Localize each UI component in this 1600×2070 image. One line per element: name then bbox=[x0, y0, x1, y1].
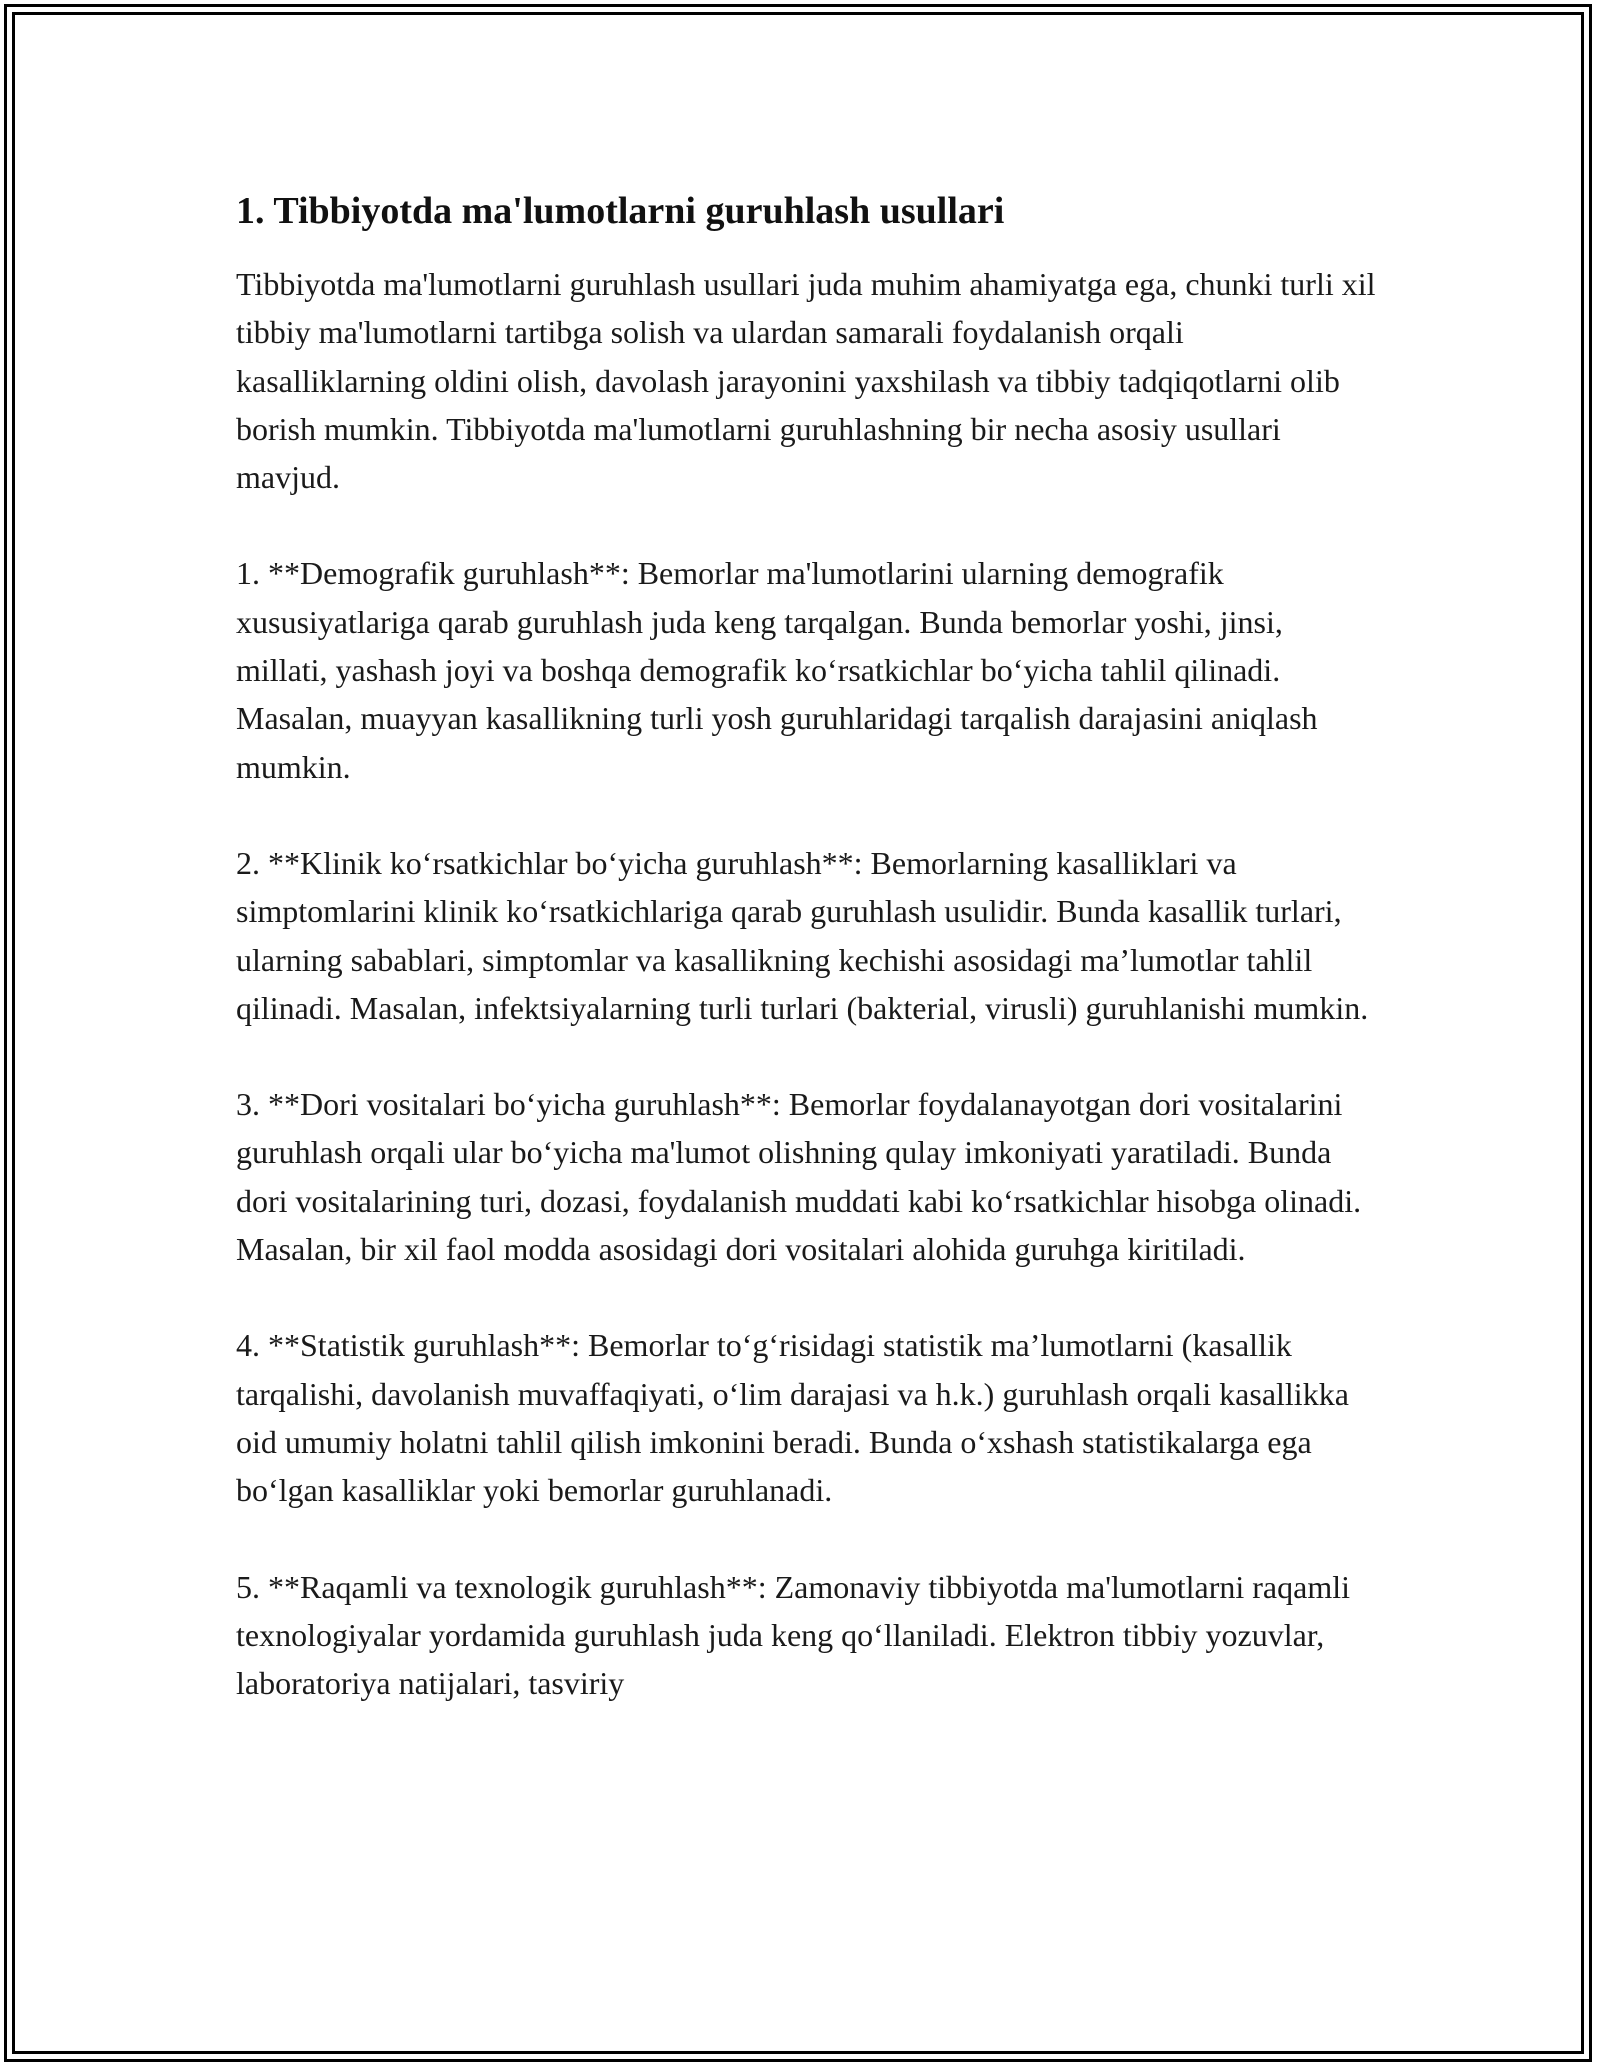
document-body bbox=[236, 188, 1376, 1707]
list-item-digital: 5. **Raqamli va texnologik guruhlash**: Zamonaviy tibbiyotda ma'lumotlarni raqamli texnologiyalar yordamida guruhlash juda keng qo‘llaniladi. Elektron tibbiy yozuvlar, laboratoriya natijalari, tasviriy bbox=[236, 1568, 1350, 1702]
list-item-demographic: 1. **Demografik guruhlash**: Bemorlar ma'lumotlarini ularning demografik xususiyatlariga qarab guruhlash juda keng tarqalgan. Bunda bemorlar yoshi, jinsi, millati, yashash joyi va boshqa demografik ko‘rsatkichlar bo‘yicha tahlil qilinadi. Masalan, muayyan kasallikning turli yosh guruhlaridagi tarqalish darajasini aniqlash mumkin. bbox=[236, 555, 1318, 785]
list-item-statistical: 4. **Statistik guruhlash**: Bemorlar to‘g‘risidagi statistik ma’lumotlarni (kasallik tarqalishi, davolanish muvaffaqiyati, o‘lim darajasi va h.k.) guruhlash orqali kasallikka oid umumiy holatni tahlil qilish imkonini beradi. Bunda o‘xshash statistikalarga ega bo‘lgan kasalliklar yoki bemorlar guruhlanadi. bbox=[236, 1327, 1349, 1509]
list-item-clinical: 2. **Klinik ko‘rsatkichlar bo‘yicha guruhlash**: Bemorlarning kasalliklari va simptomlarini klinik ko‘rsatkichlariga qarab guruhlash usulidir. Bunda kasallik turlari, ularning sabablari, simptomlar va kasallikning kechishi asosidagi ma’lumotlar tahlil qilinadi. Masalan, infektsiyalarning turli turlari (bakterial, virusli) guruhlanishi mumkin. bbox=[236, 844, 1369, 1026]
list-item-medication: 3. **Dori vositalari bo‘yicha guruhlash**: Bemorlar foydalanayotgan dori vositalarini guruhlash orqali ular bo‘yicha ma'lumot olishning qulay imkoniyati yaratiladi. Bunda dori vositalarining turi, dozasi, foydalanish muddati kabi ko‘rsatkichlar hisobga olinadi. Masalan, bir xil faol modda asosidagi dori vositalari alohida guruhga kiritiladi. bbox=[236, 1086, 1362, 1268]
intro-paragraph: Tibbiyotda ma'lumotlarni guruhlash usullari juda muhim ahamiyatga ega, chunki turli xil tibbiy ma'lumotlarni tartibga solish va ulardan samarali foydalanish orqali kasalliklarning oldini olish, davolash jarayonini yaxshilash va tibbiy tadqiqotlarni olib borish mumkin. Tibbiyotda ma'lumotlarni guruhlashning bir necha asosiy usullari mavjud. bbox=[236, 266, 1376, 496]
section-heading: 1. Tibbiyotda ma'lumotlarni guruhlash usullari bbox=[236, 190, 1005, 232]
